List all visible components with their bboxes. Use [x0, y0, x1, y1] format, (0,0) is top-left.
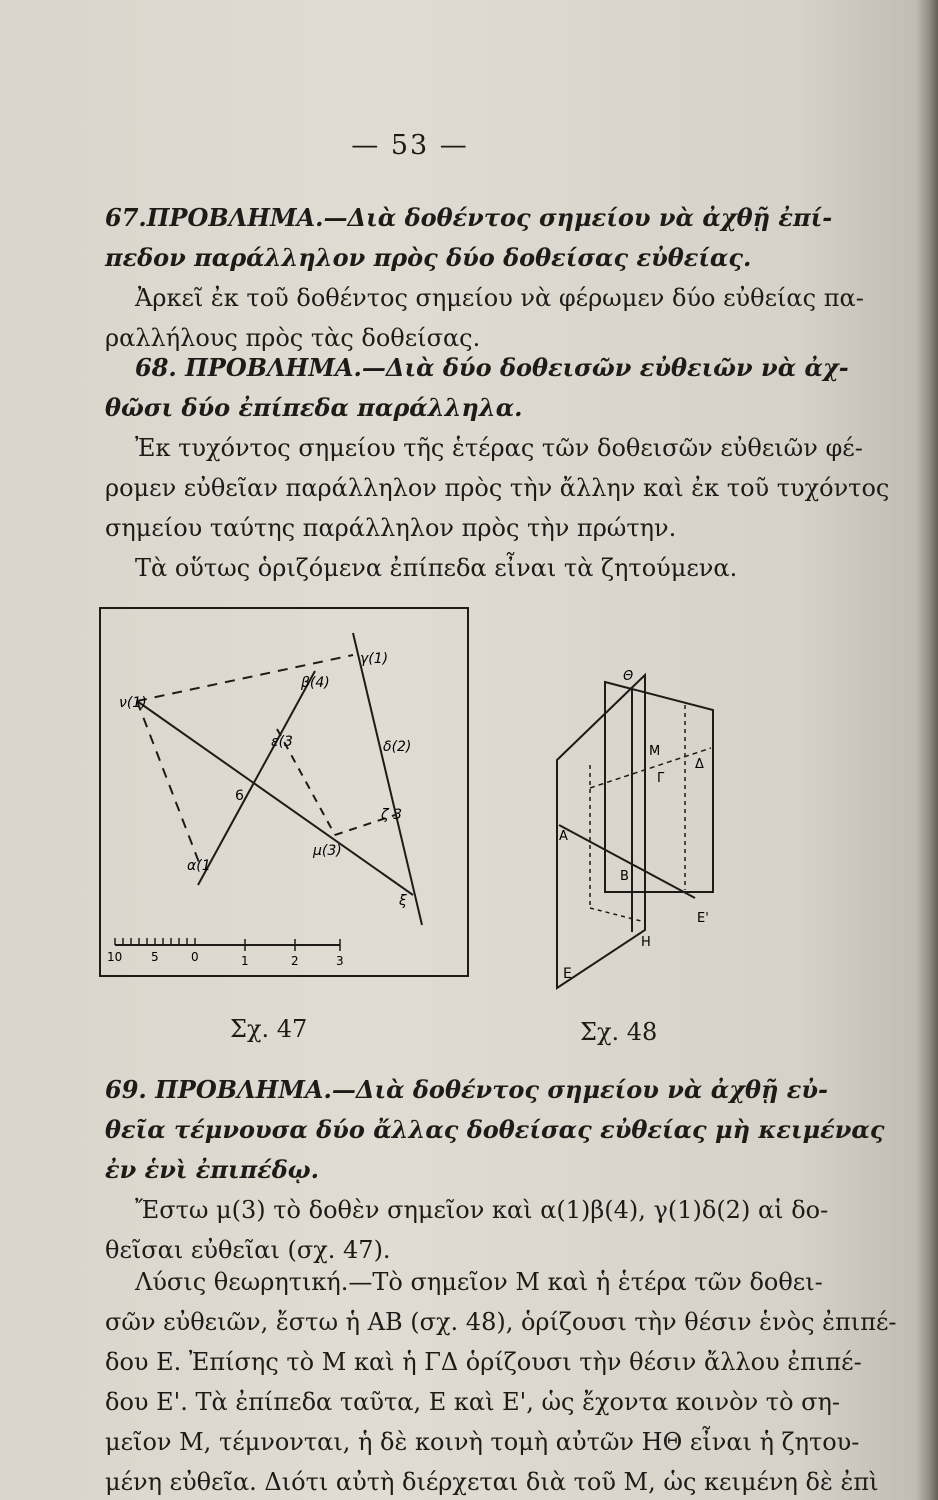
- fig48-plane-E-prime: [605, 682, 713, 892]
- fig47-label-n1: ν(1): [119, 695, 147, 711]
- figure-47: [95, 603, 475, 983]
- problem-67-body-line: Ἀρκεῖ ἐκ τοῦ δοθέντος σημείου νὰ φέρωμεν δύο εὐθείας πα-: [135, 284, 864, 312]
- figure-47-caption: Σχ. 47: [230, 1015, 308, 1043]
- problem-68-heading-line: 68. ΠΡΟΒΛΗΜΑ.—Διὰ δύο δοθεισῶν εὐθειῶν νὰ ἀχ-: [135, 353, 849, 382]
- fig47-label-b4: β(4): [301, 675, 330, 691]
- solution-line: δου Ε. Ἐπίσης τὸ Μ καὶ ἡ ΓΔ ὁρίζουσι τὴν θέσιν ἄλλου ἐπιπέ-: [105, 1348, 862, 1376]
- problem-69-heading-line: ἐν ἑνὶ ἐπιπέδῳ.: [105, 1155, 319, 1184]
- page-gutter-shadow: [916, 0, 938, 1500]
- fig47-scale-tick: 3: [336, 954, 344, 968]
- problem-67-heading-line: 67.ΠΡΟΒΛΗΜΑ.—Διὰ δοθέντος σημείου νὰ ἀχθῇ ἐπί-: [105, 203, 833, 232]
- fig48-hidden-edge: [590, 908, 645, 922]
- problem-68: [105, 348, 890, 588]
- figure-48-caption: Σχ. 48: [580, 1018, 658, 1046]
- fig47-label-g1: γ(1): [360, 651, 389, 667]
- fig47-label-xi: ξ: [399, 893, 407, 909]
- solution-line: δου Ε'. Τὰ ἐπίπεδα ταῦτα, Ε καὶ Ε', ὡς ἔχοντα κοινὸν τὸ ση-: [105, 1388, 841, 1416]
- fig47-line-g-d: [353, 633, 422, 925]
- fig47-line-n-xi: [137, 701, 413, 895]
- fig48-label-M: Μ: [649, 744, 661, 759]
- problem-69-body-line: θεῖσαι εὐθεῖαι (σχ. 47).: [105, 1236, 391, 1264]
- fig47-scale-tick: 1: [241, 954, 249, 968]
- fig47-label-e3: ε(3: [271, 734, 293, 750]
- problem-67: [105, 198, 864, 358]
- problem-68-body-line: Ἐκ τυχόντος σημείου τῆς ἑτέρας τῶν δοθεισῶν εὐθειῶν φέ-: [135, 434, 863, 462]
- problem-69-body-line: Ἔστω μ(3) τὸ δοθὲν σημεῖον καὶ α(1)β(4), γ(1)δ(2) αἱ δο-: [135, 1196, 829, 1224]
- solution-line: μεῖον Μ, τέμνονται, ἡ δὲ κοινὴ τομὴ αὐτῶν ΗΘ εἶναι ἡ ζητου-: [105, 1428, 860, 1456]
- problem-68-body-line: σημείου ταύτης παράλληλον πρὸς τὴν πρώτην.: [105, 514, 677, 542]
- fig47-label-six: 6: [235, 788, 244, 804]
- problem-68-heading-line: θῶσι δύο ἐπίπεδα παράλληλα.: [105, 393, 523, 422]
- fig47-scale-tick: 10: [107, 950, 123, 964]
- fig47-scale-tick: 5: [151, 950, 159, 964]
- fig48-line-a-b: [559, 825, 695, 898]
- problem-69: [105, 1070, 885, 1270]
- solution-line: σῶν εὐθειῶν, ἔστω ἡ ΑΒ (σχ. 48), ὁρίζουσι τὴν θέσιν ἑνὸς ἐπιπέ-: [105, 1308, 897, 1336]
- fig48-label-B: Β: [620, 869, 629, 884]
- fig48-label-theta: Θ: [623, 669, 634, 684]
- fig47-dashed-n-a: [137, 701, 200, 865]
- problem-69-heading-line: 69. ΠΡΟΒΛΗΜΑ.—Διὰ δοθέντος σημείου νὰ ἀχθῇ εὐ-: [105, 1075, 828, 1104]
- fig47-scale-tick: 2: [291, 954, 299, 968]
- fig47-line-a-b: [198, 671, 315, 885]
- fig48-label-E-prime: Ε': [697, 911, 709, 926]
- page-number: — 53 —: [351, 130, 469, 161]
- fig47-label-d2: δ(2): [383, 739, 412, 755]
- solution-theoretical: [105, 1262, 897, 1500]
- fig48-label-Gamma: Γ: [657, 771, 665, 786]
- problem-67-body-line: ραλλήλους πρὸς τὰς δοθείσας.: [105, 324, 481, 352]
- fig47-label-m3: μ(3): [313, 843, 342, 859]
- fig48-label-A: Α: [559, 829, 568, 844]
- fig48-label-Delta: Δ: [695, 757, 704, 772]
- fig47-label-z3: ζ 3: [381, 807, 402, 823]
- problem-68-body-line: ρομεν εὐθεῖαν παράλληλον πρὸς τὴν ἄλλην καὶ ἐκ τοῦ τυχόντος: [105, 474, 890, 502]
- fig48-label-E: Ε: [563, 966, 572, 982]
- fig47-label-a1: α(1: [187, 858, 211, 874]
- solution-line: μένη εὐθεῖα. Διότι αὐτὴ διέρχεται διὰ τοῦ Μ, ὡς κειμένη δὲ ἐπὶ: [105, 1468, 879, 1496]
- problem-67-heading-line: πεδον παράλληλον πρὸς δύο δοθείσας εὐθείας.: [105, 243, 752, 272]
- figure-47-frame: [100, 608, 468, 976]
- fig48-label-H: Η: [641, 935, 651, 950]
- problem-68-body-line: Τὰ οὕτως ὁριζόμενα ἐπίπεδα εἶναι τὰ ζητούμενα.: [135, 554, 738, 582]
- solution-line: Λύσις θεωρητική.—Τὸ σημεῖον Μ καὶ ἡ ἑτέρα τῶν δοθει-: [135, 1268, 823, 1296]
- problem-69-heading-line: θεῖα τέμνουσα δύο ἄλλας δοθείσας εὐθείας μὴ κειμένας: [105, 1115, 885, 1144]
- fig47-scale-tick: 0: [191, 950, 199, 964]
- figure-48: [545, 660, 745, 1000]
